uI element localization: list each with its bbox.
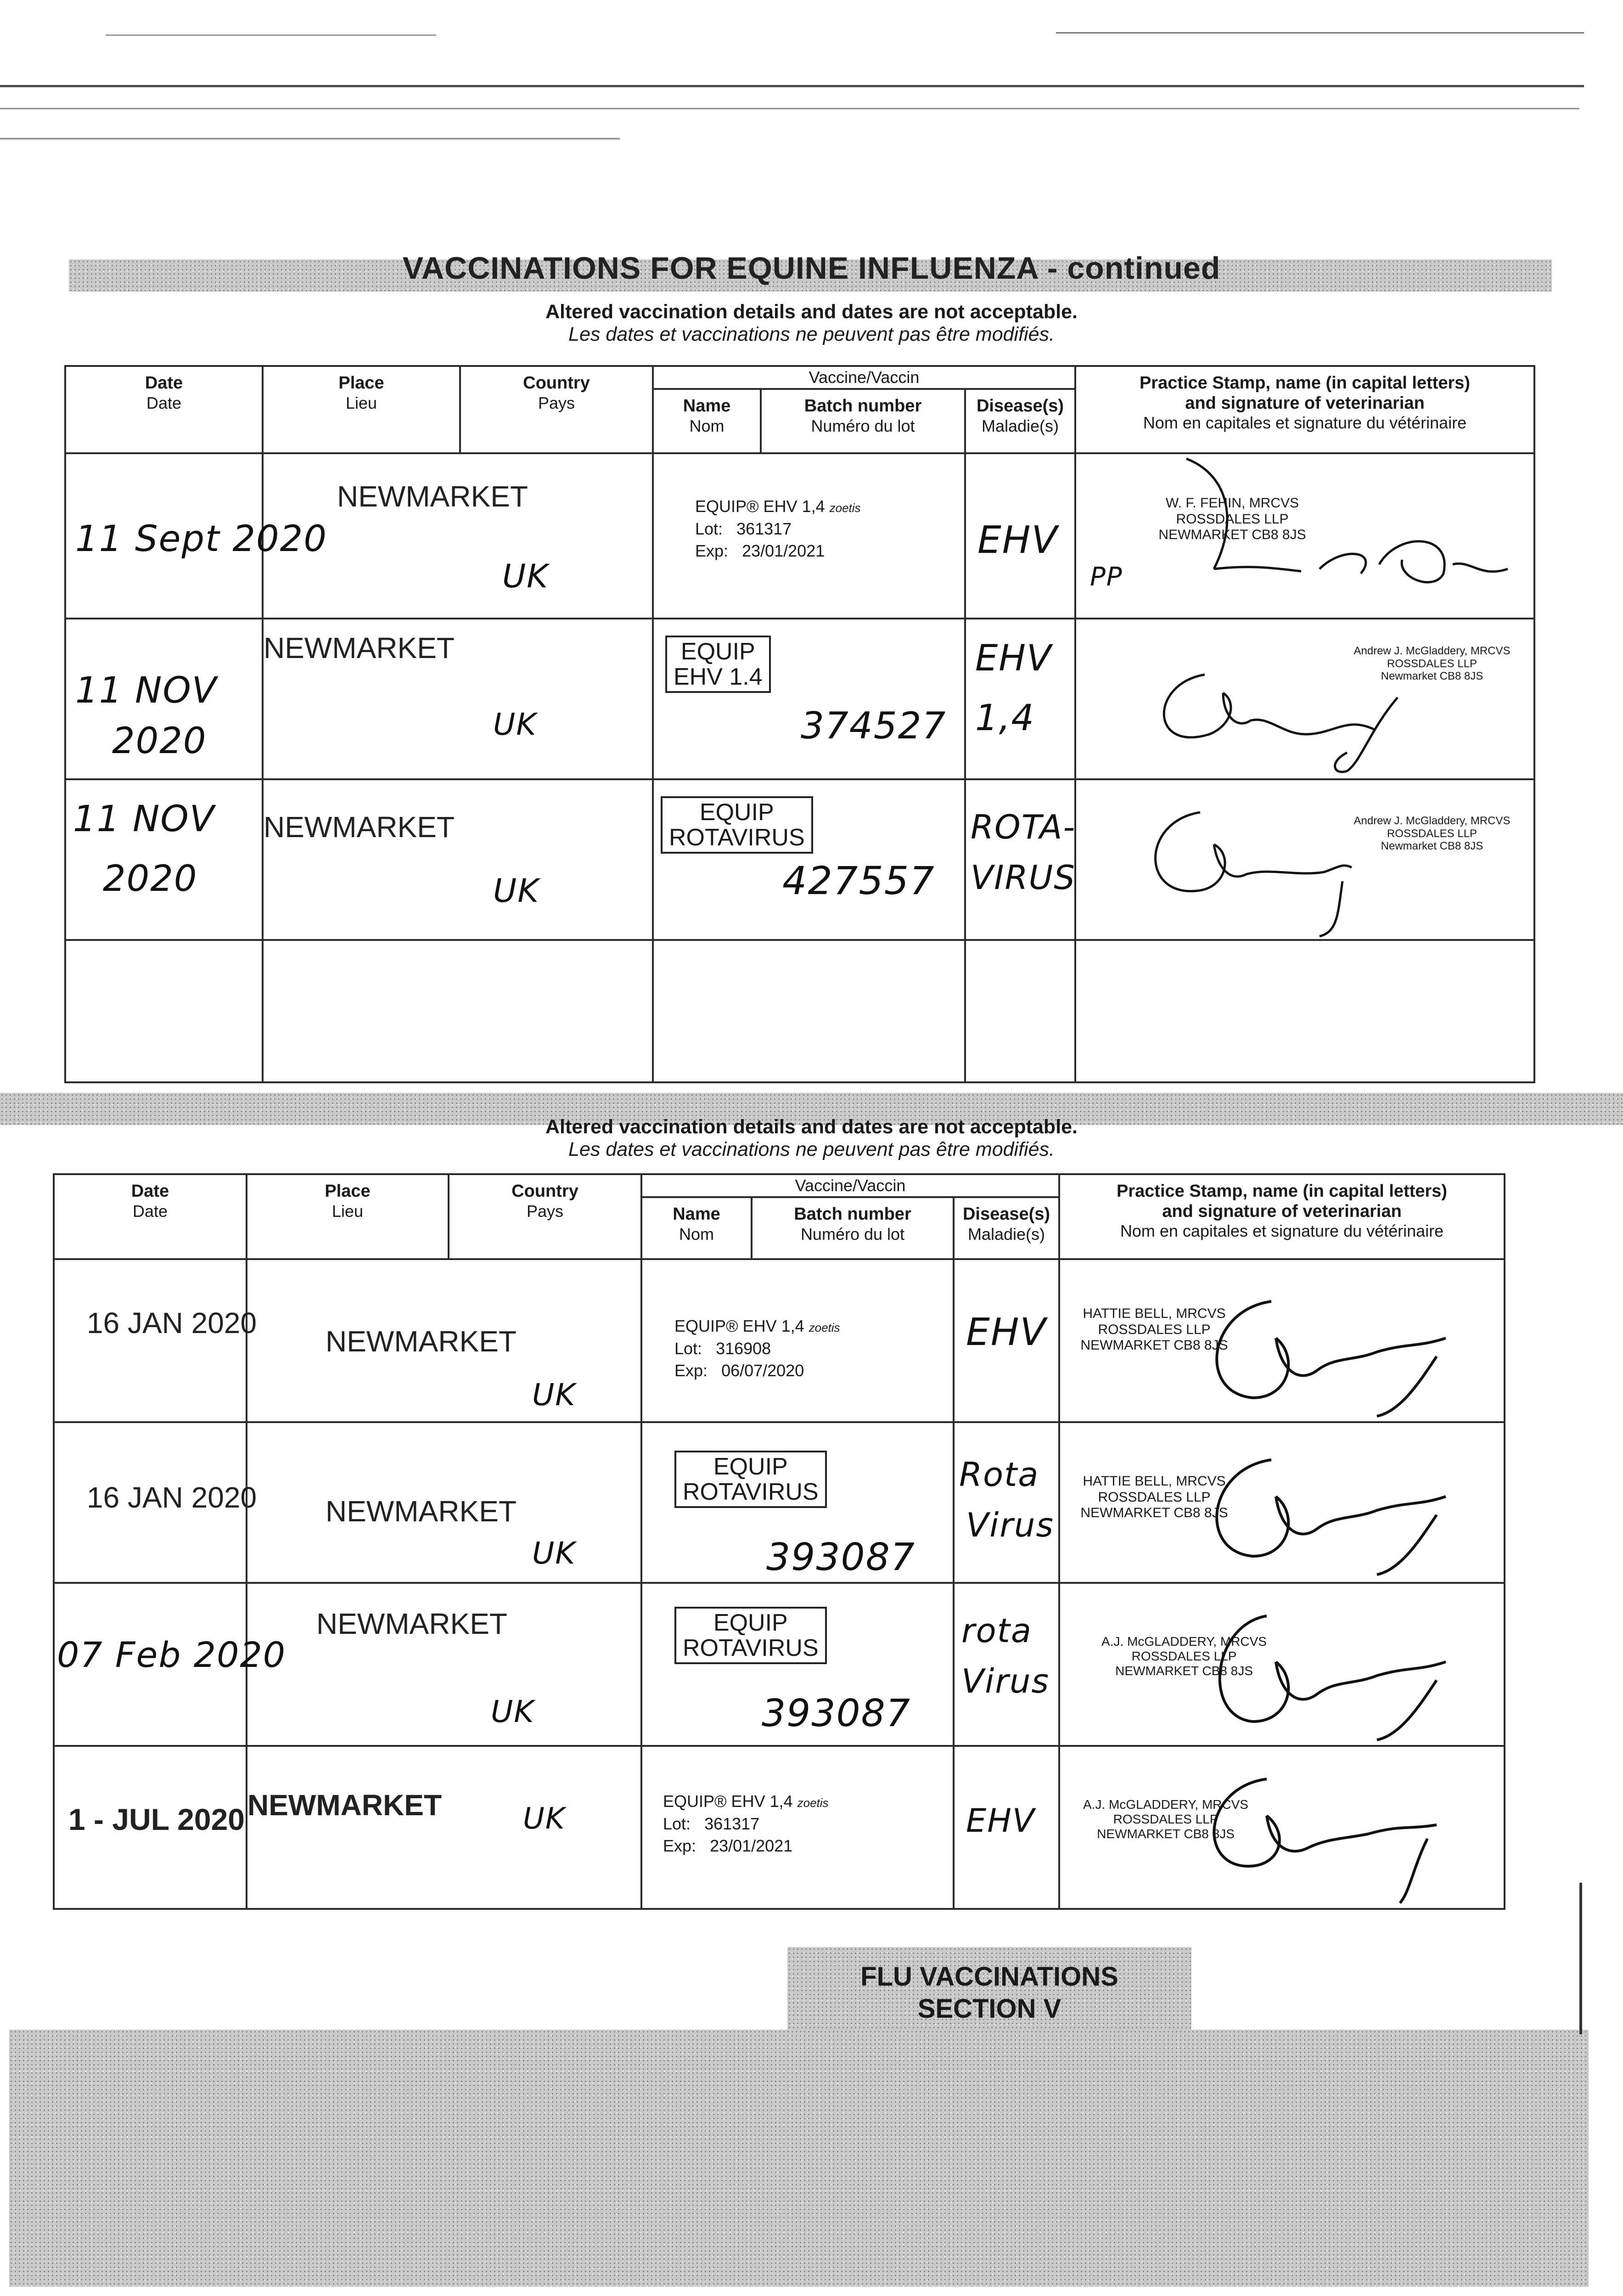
disease-text: rota xyxy=(961,1611,1033,1650)
table-row xyxy=(65,453,1534,619)
date-cell xyxy=(54,1259,257,1422)
notice-2 xyxy=(0,1116,1623,1161)
date-text: 11 NOV xyxy=(73,799,215,840)
vaccine-cell xyxy=(653,453,965,619)
country-text: UK xyxy=(491,1694,535,1729)
place-country-cell xyxy=(247,1746,641,1909)
header-batch: Batch number Numéro du lot xyxy=(761,389,965,453)
header-place: Place Lieu xyxy=(263,366,460,453)
header-country: Country Pays xyxy=(460,366,653,453)
country-text: UK xyxy=(493,707,537,742)
date-text: 11 NOV xyxy=(75,670,218,711)
header-name: Name Nom xyxy=(653,389,761,453)
practice-cell xyxy=(1075,779,1534,940)
country-text: UK xyxy=(532,1377,576,1412)
date-cell xyxy=(54,1422,257,1583)
place-text: NEWMARKET xyxy=(264,810,455,844)
practice-cell xyxy=(1075,619,1534,779)
vet-stamp: A.J. McGLADDERY, MRCVS ROSSDALES LLP NEWMARKET CB8 8JS xyxy=(1101,1634,1267,1678)
disease-text-2: VIRUS xyxy=(971,858,1076,897)
vaccine-stamp: EQUIP ROTAVIRUS xyxy=(674,1607,827,1664)
disease-text: EHV xyxy=(977,518,1058,562)
page-title: VACCINATIONS FOR EQUINE INFLUENZA - continued xyxy=(402,251,1221,286)
disease-text: EHV xyxy=(966,1311,1047,1354)
disease-text-2: Virus xyxy=(966,1506,1055,1544)
disease-text: ROTA- xyxy=(971,808,1076,846)
vet-stamp: Andrew J. McGladdery, MRCVS ROSSDALES LLP Newmarket CB8 8JS xyxy=(1353,815,1511,853)
table-row xyxy=(54,1259,1505,1422)
country-text: UK xyxy=(493,872,540,910)
section-label: FLU VACCINATIONS SECTION V xyxy=(787,1947,1191,2034)
place-text: NEWMARKET xyxy=(326,1495,517,1528)
batch-text: 393087 xyxy=(766,1536,916,1579)
table-row xyxy=(65,619,1534,779)
initials-text: PP xyxy=(1090,562,1123,592)
disease-text: Rota xyxy=(959,1455,1039,1494)
disease-text-2: Virus xyxy=(961,1662,1050,1700)
date-text: 16 JAN 2020 xyxy=(87,1481,257,1514)
disease-text: EHV xyxy=(966,1802,1035,1840)
date-text: 1 - JUL 2020 xyxy=(68,1802,245,1836)
table-row xyxy=(54,1746,1505,1909)
place-text: NEWMARKET xyxy=(247,1789,442,1822)
notice-english-2: Altered vaccination details and dates are not acceptable. xyxy=(545,1116,1078,1138)
vet-stamp: A.J. McGLADDERY, MRCVS ROSSDALES LLP NEWMARKET CB8 8JS xyxy=(1083,1797,1248,1841)
vaccine-cell xyxy=(653,779,965,940)
practice-cell xyxy=(1059,1583,1505,1746)
disease-cell xyxy=(965,453,1075,619)
signature xyxy=(1131,656,1453,780)
disease-cell xyxy=(965,619,1075,779)
place-country-cell xyxy=(263,779,653,940)
date-cell xyxy=(65,453,327,619)
date-year-text: 2020 xyxy=(112,720,207,762)
batch-text: 374527 xyxy=(801,704,947,747)
vaccine-cell xyxy=(641,1422,954,1583)
country-text: UK xyxy=(502,557,549,595)
place-text: NEWMARKET xyxy=(264,631,455,664)
signature xyxy=(1161,1278,1505,1421)
vaccine-stamp: EQUIP® EHV 1,4 zoetis Lot: 316908 Exp: 06/07/2020 xyxy=(674,1317,840,1380)
vet-stamp: HATTIE BELL, MRCVS ROSSDALES LLP NEWMARKET CB8 8JS xyxy=(1080,1474,1228,1520)
notice-french: Les dates et vaccinations ne peuvent pas être modifiés. xyxy=(568,323,1055,345)
date-year-text: 2020 xyxy=(103,858,198,900)
bottom-cover xyxy=(9,2030,1589,2287)
disease-cell xyxy=(954,1746,1059,1909)
signature xyxy=(1161,1598,1505,1745)
header-practice: Practice Stamp, name (in capital letters) and signature of veterinarian Nom en capitales et signature du vétérinaire xyxy=(1059,1174,1505,1259)
place-country-cell xyxy=(263,453,653,619)
practice-cell xyxy=(1059,1746,1505,1909)
table-row xyxy=(54,1422,1505,1583)
header-batch: Batch number Numéro du lot xyxy=(752,1197,954,1259)
place-text: NEWMARKET xyxy=(337,480,528,513)
vaccine-stamp: EQUIP® EHV 1,4 zoetis Lot: 361317 Exp: 23/01/2021 xyxy=(663,1792,829,1856)
batch-text: 427557 xyxy=(782,858,935,903)
date-cell xyxy=(65,779,263,940)
vet-stamp: HATTIE BELL, MRCVS ROSSDALES LLP NEWMARKET CB8 8JS xyxy=(1080,1306,1228,1353)
date-cell xyxy=(54,1746,247,1909)
disease-text: EHV xyxy=(975,638,1052,679)
date-cell xyxy=(65,619,263,779)
date-text: 07 Feb 2020 xyxy=(57,1634,286,1675)
vaccine-stamp: EQUIP EHV 1.4 xyxy=(665,636,771,693)
signature xyxy=(1122,799,1398,941)
vaccine-stamp: EQUIP® EHV 1,4 zoetis Lot: 361317 Exp: 23/01/2021 xyxy=(695,497,861,561)
batch-text: 393087 xyxy=(762,1692,911,1735)
vaccine-cell xyxy=(641,1259,954,1422)
country-text: UK xyxy=(523,1802,566,1836)
header-vaccine: Vaccine/Vaccin xyxy=(653,366,1075,389)
signature xyxy=(1152,1761,1496,1908)
country-text: UK xyxy=(532,1536,576,1571)
notice xyxy=(0,301,1623,346)
place-country-cell xyxy=(247,1583,641,1746)
practice-cell xyxy=(1059,1422,1505,1583)
header-disease: Disease(s) Maladie(s) xyxy=(965,389,1075,453)
notice-english: Altered vaccination details and dates are not acceptable. xyxy=(545,301,1078,323)
vaccine-stamp: EQUIP ROTAVIRUS xyxy=(674,1451,827,1508)
date-text: 16 JAN 2020 xyxy=(87,1306,257,1339)
disease-cell xyxy=(954,1422,1059,1583)
vaccination-table-1 xyxy=(64,365,1535,1083)
place-country-cell xyxy=(247,1259,641,1422)
vaccine-stamp: EQUIP ROTAVIRUS xyxy=(661,796,813,854)
disease-text-2: 1,4 xyxy=(975,698,1035,739)
practice-cell xyxy=(1059,1259,1505,1422)
header-name: Name Nom xyxy=(641,1197,752,1259)
vaccine-cell xyxy=(641,1583,954,1746)
practice-cell xyxy=(1075,453,1534,619)
vaccine-cell xyxy=(641,1746,954,1909)
disease-cell xyxy=(965,779,1075,940)
disease-cell xyxy=(954,1259,1059,1422)
table-row xyxy=(54,1583,1505,1746)
header-country: Country Pays xyxy=(449,1174,641,1259)
place-country-cell xyxy=(247,1422,641,1583)
vet-stamp: W. F. FEHIN, MRCVS ROSSDALES LLP NEWMARKET CB8 8JS xyxy=(1158,495,1306,542)
vaccine-cell xyxy=(653,619,965,779)
header-practice: Practice Stamp, name (in capital letters) and signature of veterinarian Nom en capitales et signature du vétérinaire xyxy=(1075,366,1534,453)
place-text: NEWMARKET xyxy=(326,1325,517,1358)
header-disease: Disease(s) Maladie(s) xyxy=(954,1197,1059,1259)
header-place: Place Lieu xyxy=(247,1174,449,1259)
table-row-empty xyxy=(65,940,1534,1082)
place-country-cell xyxy=(263,619,653,779)
date-text: 11 Sept 2020 xyxy=(75,518,327,560)
signature xyxy=(1161,1441,1505,1584)
edge-line xyxy=(1579,1883,1582,2034)
vet-stamp: Andrew J. McGladdery, MRCVS ROSSDALES LLP Newmarket CB8 8JS xyxy=(1353,645,1511,683)
table-row xyxy=(65,779,1534,940)
disease-cell xyxy=(954,1583,1059,1746)
date-cell xyxy=(54,1583,286,1746)
header-date: Date Date xyxy=(54,1174,247,1259)
vaccination-table-2 xyxy=(53,1173,1505,1910)
place-text: NEWMARKET xyxy=(316,1607,507,1640)
signature xyxy=(1104,454,1563,619)
header-vaccine: Vaccine/Vaccin xyxy=(641,1174,1059,1197)
notice-french-2: Les dates et vaccinations ne peuvent pas être modifiés. xyxy=(568,1138,1055,1160)
header-date: Date Date xyxy=(65,366,263,453)
